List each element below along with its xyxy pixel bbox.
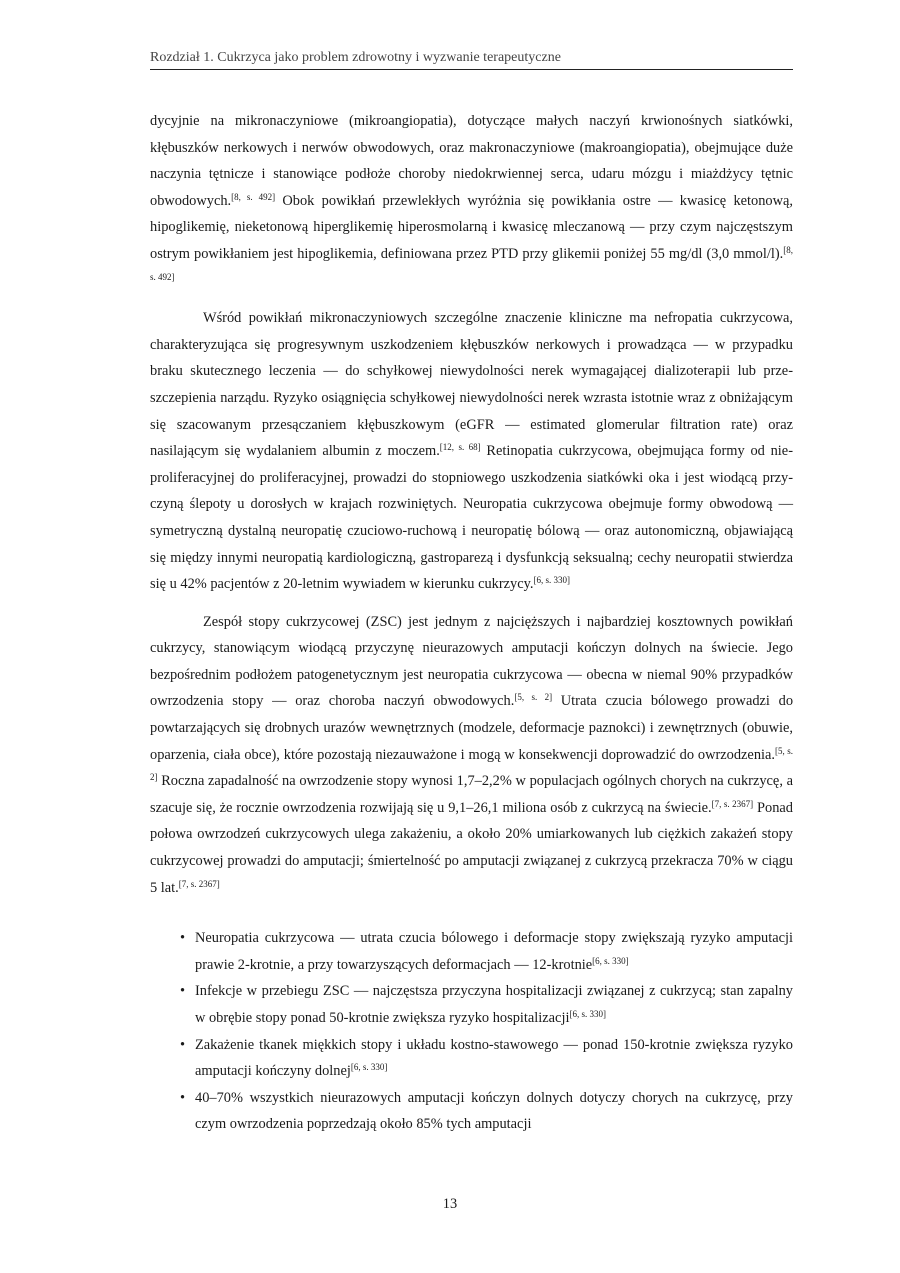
text-segment: Utrata czucia bólowego prowadzi do powtarzających się drobnych urazów wewnętrznych (modzele, deformacje paznokci) i zewnętrznych (obuwie, oparzenia, ciała obce), które pozostają niezauważone i mogą w konsekwencji doprowadzić do owrzodzenia.	[150, 693, 794, 763]
citation-reference: [6, s. 330]	[350, 1062, 388, 1073]
citation-reference: [8, s. 492]	[150, 244, 793, 282]
text-segment: dycyjnie na mikronaczyniowe (mikroangiopatia), dotyczące małych naczyń krwionośnych siatkówki, kłębuszków nerkowych i nerwów obwodowych, oraz makronaczyniowe (makroangiopatia), obejmujące duże naczynia tętnicze i stanowiące podłoże choroby niedokrwiennej serca, udaru mózgu i miażdżycy tętnic obwodowych.	[150, 113, 793, 209]
paragraph	[150, 609, 793, 902]
text-segment: Roczna zapadalność na owrzodzenie stopy wynosi 1,7–2,2% w populacjach ogólnych chorych na cukrzycę, a szacuje się, że rocznie owrzodzenia rozwijają się u 9,1–26,1 miliona osób z cukrzycą na świecie.	[150, 773, 793, 816]
body-text	[150, 108, 793, 1138]
text-segment: Retinopatia cukrzycowa, obejmująca formy od nieproliferacyjnej do proliferacyjnej, prowadzi do stopniowego uszkodzenia siatkówki oka i jest wiodącą przyczyną ślepoty u dorosłych w krajach rozwiniętych. Neuropatia cukrzycowa obejmuje formy obwodową — symetryczną dystalną neuropatię czuciowo-ruchową i neuropatię bólową — oraz autonomiczną, objawiającą się między innymi neuropatią kardiologiczną, gastroparezą i dysfunkcją seksualną; cechy neuropatii stwierdza się u 42% pacjentów z 20-letnim wywiadem w kierunku cukrzycy.	[150, 443, 793, 593]
text-segment: 40–70% wszystkich nieurazowych amputacji kończyn dolnych dotyczy chorych na cukrzycę, przy czym owrzodzenia poprzedzają około 85% tych amputacji	[195, 1089, 793, 1133]
citation-reference: [5, s. 2]	[150, 745, 793, 783]
list-item	[150, 925, 793, 978]
bullet-marker: •	[180, 983, 186, 1000]
citation-reference: [6, s. 330]	[569, 1009, 606, 1019]
text-segment: Ponad połowa owrzodzeń cukrzycowych ulega zakażeniu, a około 20% umiarkowanych lub ciężkich zakażeń stopy cukrzycowej prowadzi do amputacji; śmiertelność po amputacji związanej z cukrzycą przekracza 70% w ciągu 5 lat.	[150, 799, 794, 896]
text-segment: Wśród powikłań mikronaczyniowych szczególne znaczenie kliniczne ma nefropatia cukrzycowa, charakteryzująca się progresywnym uszkodzeniem kłębuszków nerkowych i prowadząca — w przypadku braku skutecznego leczenia — do schyłkowej niewydolności nerek wymagającej dializoterapii lub przeszczepienia narządu. Ryzyko osiągnięcia schyłkowej niewydolności nerek wzrasta istotnie wraz z obniżającym się szacowanym przesączaniem kłębuszkowym (eGFR — estimated glomerular filtration rate) oraz nasilającym się wydalaniem albumin z moczem.	[150, 310, 793, 460]
citation-reference: [6, s. 330]	[533, 575, 571, 586]
text-segment: Zakażenie tkanek miękkich stopy i układu kostno-stawowego — ponad 150-krotnie zwiększa ryzyko amputacji kończyny dolnej	[195, 1036, 793, 1080]
citation-reference: [12, s. 68]	[439, 442, 481, 453]
text-segment: Neuropatia cukrzycowa — utrata czucia bólowego i deformacje stopy zwiększają ryzyko amputacji prawie 2-krotnie, a przy towarzyszących deformacjach — 12-krotnie	[195, 930, 793, 973]
page-number: 13	[442, 1196, 458, 1212]
paragraph	[150, 305, 793, 598]
text-segment: Obok powikłań przewlekłych wyróżnia się powikłania ostre — kwasicę ketonową, hipoglikemię, nieketonową hiperglikemię hiperosmolarną i kwasicę mleczanową — przy czym najczęstszym ostrym powikłaniem jest hipoglikemia, definiowana przez PTD przy glikemii poniżej 55 mg/dl (3,0 mmol/l).	[150, 192, 793, 262]
list-item	[150, 1032, 793, 1085]
text-segment: Zespół stopy cukrzycowej (ZSC) jest jednym z najcięższych i najbardziej kosztownych powikłań cukrzycy, stanowiącym wiodącą przyczynę nieurazowych amputacji kończyn dolnych na świecie. Jego bezpośrednim podłożem patogenetycznym jest neuropatia cukrzycowa — obecna w niemal 90% przypadków owrzodzenia stopy — oraz choroba naczyń obwodowych.	[150, 613, 793, 710]
bullet-marker: •	[180, 1089, 186, 1106]
paragraph	[150, 108, 793, 294]
running-header	[150, 50, 793, 70]
list-item	[150, 978, 793, 1031]
list-item	[150, 1085, 793, 1138]
chapter-title: Rozdział 1. Cukrzyca jako problem zdrowotny i wyzwanie terapeutyczne	[150, 50, 561, 65]
text-segment: Infekcje w przebiegu ZSC — najczęstsza przyczyna hospitalizacji związanej z cukrzycą; stan zapalny w obrębie stopy ponad 50-krotnie zwiększa ryzyko hospitalizacji	[195, 983, 793, 1026]
citation-reference: [7, s. 2367]	[178, 878, 220, 889]
citation-reference: [8, s. 492]	[231, 191, 276, 202]
citation-reference: [5, s. 2]	[514, 692, 553, 703]
citation-reference: [6, s. 330]	[592, 955, 629, 966]
bullet-marker: •	[180, 1036, 186, 1053]
bullet-list	[150, 925, 793, 1138]
bullet-marker: •	[180, 930, 186, 947]
citation-reference: [7, s. 2367]	[711, 798, 754, 809]
